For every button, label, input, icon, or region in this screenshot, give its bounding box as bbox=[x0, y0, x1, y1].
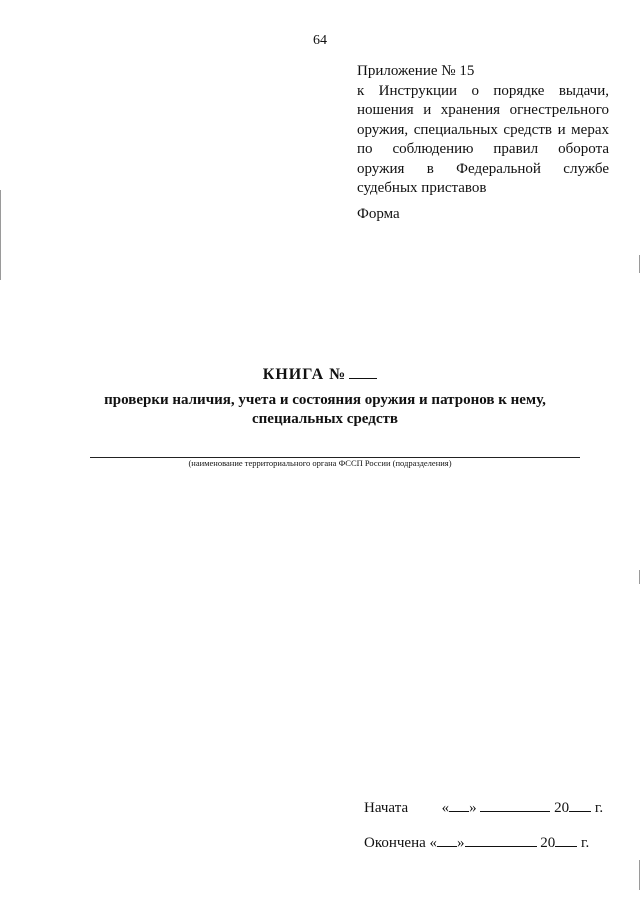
organization-caption: (наименование территориального органа ФССП России (подразделения) bbox=[188, 458, 452, 468]
end-date-row bbox=[364, 833, 589, 852]
end-year-blank bbox=[555, 833, 577, 847]
book-title bbox=[0, 364, 640, 384]
start-month-blank bbox=[480, 798, 550, 812]
start-year-suffix: г. bbox=[594, 800, 604, 816]
book-subtitle: проверки наличия, учета и состояния оружия и патронов к нему, специальных средств bbox=[104, 392, 546, 427]
start-quote-open: « bbox=[441, 800, 450, 816]
appendix-title: Приложение № 15 bbox=[357, 63, 475, 79]
start-day-blank bbox=[449, 798, 469, 812]
end-day-blank bbox=[437, 833, 457, 847]
appendix-reference: к Инструкции о порядке выдачи, ношения и хранения огнестрельного оружия, специальных средств и мерах по соблюдению правил оборота оружия в Федеральной службе судебных приставов bbox=[357, 82, 609, 196]
end-label: Окончена bbox=[364, 835, 426, 851]
appendix-block bbox=[357, 62, 609, 199]
start-date-row bbox=[364, 798, 603, 817]
end-year-suffix: г. bbox=[581, 835, 590, 851]
page-number: 64 bbox=[313, 33, 327, 48]
form-label: Форма bbox=[357, 206, 400, 222]
end-year-prefix: 20 bbox=[540, 835, 556, 851]
end-quote-open: « bbox=[429, 835, 438, 851]
start-year-blank bbox=[569, 798, 591, 812]
start-year-prefix: 20 bbox=[554, 800, 570, 816]
scan-edge-mark bbox=[0, 190, 1, 280]
end-quote-close: » bbox=[457, 835, 465, 851]
start-quote-close: » bbox=[469, 800, 477, 816]
book-title-text: КНИГА № bbox=[262, 366, 347, 383]
start-label: Начата bbox=[364, 800, 409, 816]
end-month-blank bbox=[465, 833, 537, 847]
book-number-blank bbox=[349, 364, 377, 379]
